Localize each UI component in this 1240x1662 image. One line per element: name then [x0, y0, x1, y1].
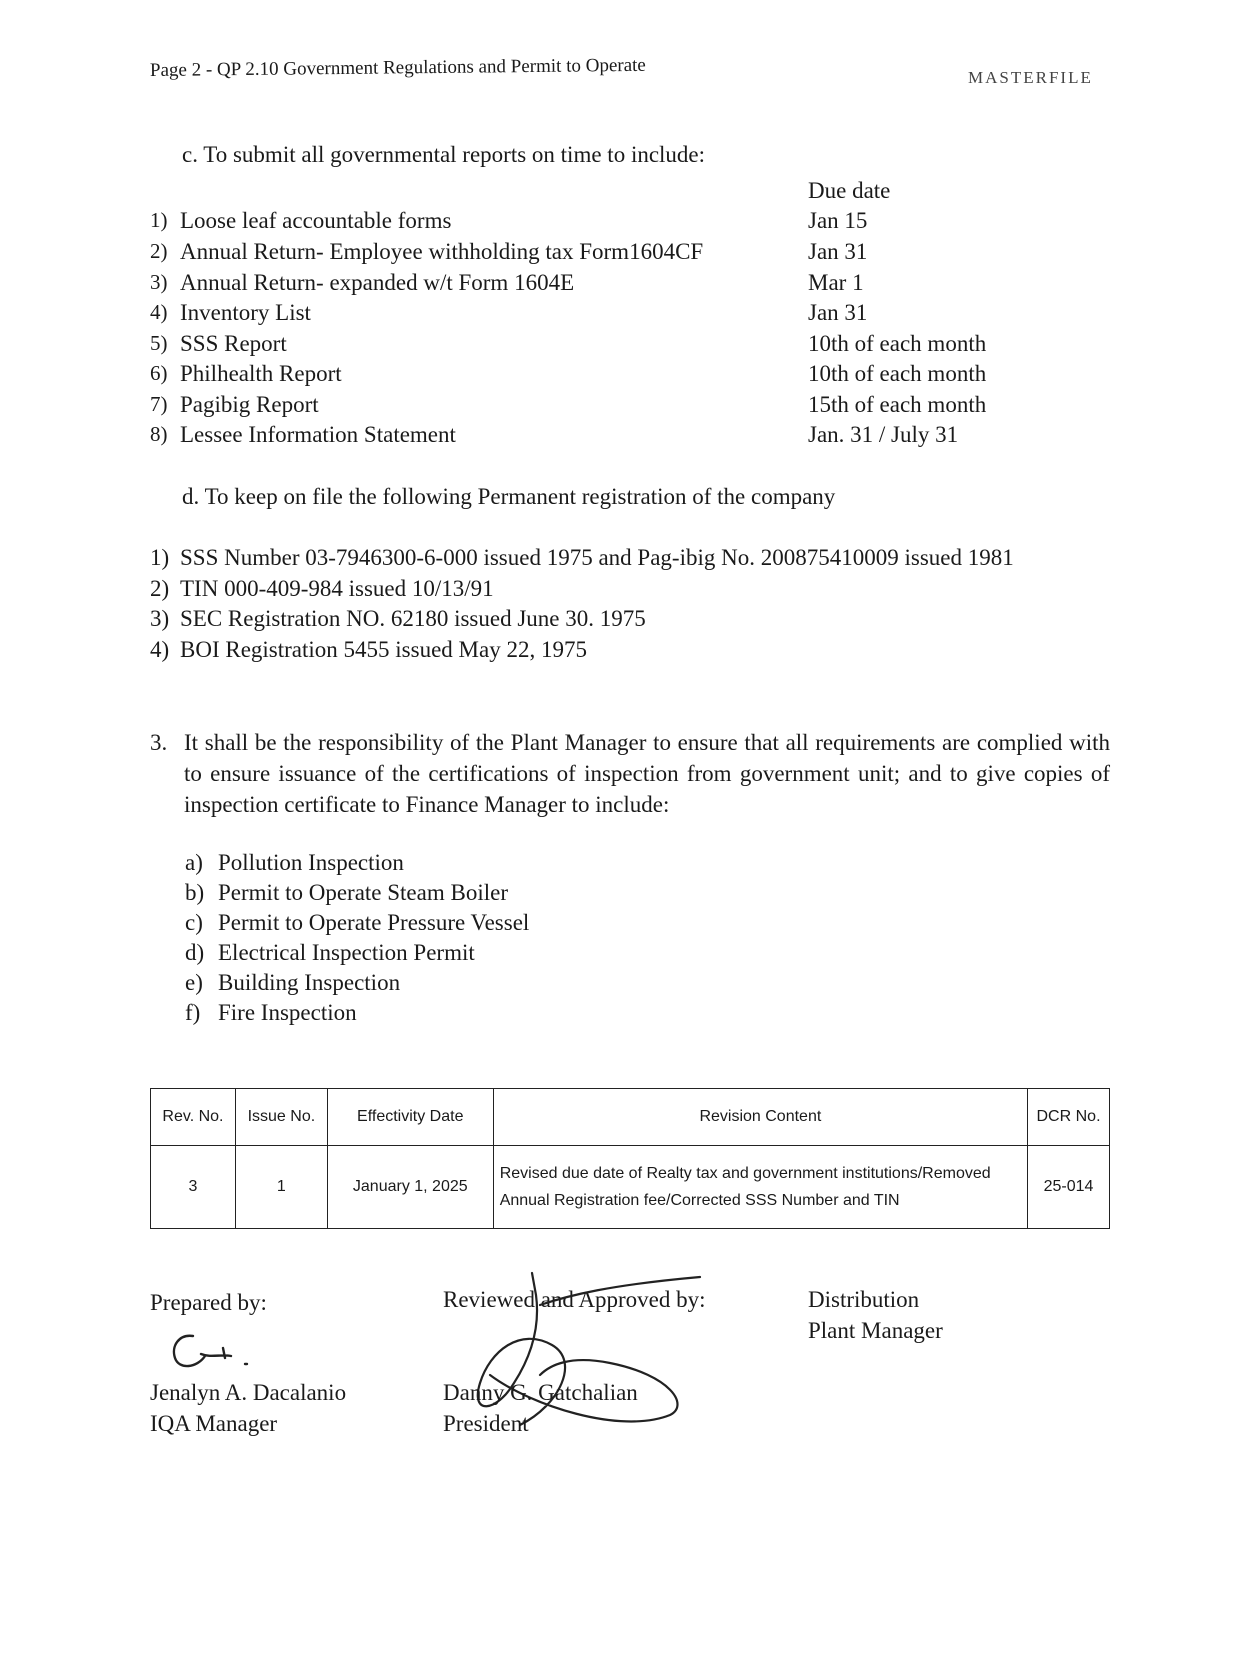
inspection-text: Permit to Operate Pressure Vessel	[218, 910, 530, 935]
registration-text: BOI Registration 5455 issued May 22, 1975	[180, 637, 587, 662]
report-due: 15th of each month	[808, 392, 987, 417]
report-number: 2)	[150, 239, 168, 263]
revision-table-header-row	[151, 1089, 1110, 1146]
report-name: Annual Return- expanded w/t Form 1604E	[180, 270, 575, 295]
report-item	[150, 208, 452, 233]
prepared-by-name: Jenalyn A. Dacalanio	[150, 1380, 347, 1405]
prepared-signature-icon	[165, 1328, 275, 1378]
issue-no-header: Issue No.	[235, 1089, 327, 1146]
document-header-title: Page 2 - QP 2.10 Government Regulations and Permit to Operate	[149, 54, 646, 81]
registration-text: SEC Registration NO. 62180 issued June 30. 1975	[180, 606, 646, 631]
report-due: Mar 1	[808, 270, 864, 295]
reviewed-by-label: Reviewed and Approved by:	[443, 1287, 706, 1312]
distribution-recipient: Plant Manager	[808, 1318, 943, 1343]
registration-number: 2)	[150, 576, 170, 601]
reviewed-by-name: Danny G. Gatchalian	[443, 1380, 638, 1405]
inspection-text: Permit to Operate Steam Boiler	[218, 880, 508, 905]
rev-no-cell: 3	[151, 1146, 236, 1229]
inspection-item	[185, 850, 404, 876]
report-number: 4)	[150, 300, 168, 324]
section-c-heading: c. To submit all governmental reports on time to include:	[182, 142, 706, 167]
registration-text: SSS Number 03-7946300-6-000 issued 1975 and Pag-ibig No. 200875410009 issued 1981	[180, 545, 1014, 570]
report-item	[150, 270, 575, 295]
registration-item	[150, 545, 1014, 571]
effectivity-date-cell: January 1, 2025	[327, 1146, 493, 1229]
report-name: Pagibig Report	[180, 392, 319, 417]
report-due: Jan 15	[808, 208, 868, 233]
distribution-label: Distribution	[808, 1287, 920, 1312]
report-name: Inventory List	[180, 300, 311, 325]
report-number: 1)	[150, 208, 168, 232]
registration-item	[150, 606, 646, 632]
report-item	[150, 361, 342, 386]
report-due: Jan 31	[808, 300, 868, 325]
report-number: 6)	[150, 361, 168, 385]
inspection-item	[185, 910, 530, 936]
registration-item	[150, 576, 494, 602]
revision-table	[150, 1088, 1110, 1229]
masterfile-stamp: MASTERFILE	[968, 68, 1093, 87]
inspection-item	[185, 970, 401, 996]
registration-number: 1)	[150, 545, 170, 570]
revision-content-cell: Revised due date of Realty tax and government institutions/Removed Annual Registration fee/Corrected SSS Number and TIN	[493, 1146, 1027, 1229]
registration-number: 3)	[150, 606, 170, 631]
report-number: 5)	[150, 331, 168, 355]
inspection-item	[185, 940, 475, 966]
inspection-letter: b)	[185, 880, 205, 905]
report-item	[150, 239, 704, 264]
inspection-text: Fire Inspection	[218, 1000, 357, 1025]
report-number: 3)	[150, 270, 168, 294]
inspection-item	[185, 880, 508, 906]
inspection-text: Building Inspection	[218, 970, 401, 995]
report-item	[150, 422, 456, 447]
report-due: 10th of each month	[808, 361, 987, 386]
inspection-text: Pollution Inspection	[218, 850, 404, 875]
prepared-by-title: IQA Manager	[150, 1411, 278, 1436]
report-item	[150, 300, 311, 325]
inspection-letter: f)	[185, 1000, 201, 1025]
inspection-item	[185, 1000, 357, 1026]
report-name: Loose leaf accountable forms	[180, 208, 452, 233]
item-3-text: It shall be the responsibility of the Plant Manager to ensure that all requirements are complied with to ensure issuance of the certifications of inspection from government unit; and to give copies of inspection certificate to Finance Manager to include:	[184, 730, 1110, 817]
report-item	[150, 331, 287, 356]
inspection-letter: d)	[185, 940, 205, 965]
inspection-letter: a)	[185, 850, 203, 875]
report-due: 10th of each month	[808, 331, 987, 356]
report-due: Jan 31	[808, 239, 868, 264]
report-name: Annual Return- Employee withholding tax Form1604CF	[180, 239, 704, 264]
prepared-by-label: Prepared by:	[150, 1290, 267, 1315]
rev-no-header: Rev. No.	[151, 1089, 236, 1146]
report-due: Jan. 31 / July 31	[808, 422, 959, 447]
item-3-number: 3.	[150, 730, 168, 755]
dcr-no-cell: 25-014	[1028, 1146, 1110, 1229]
report-number: 7)	[150, 392, 168, 416]
inspection-text: Electrical Inspection Permit	[218, 940, 475, 965]
effectivity-date-header: Effectivity Date	[327, 1089, 493, 1146]
inspection-letter: e)	[185, 970, 203, 995]
section-d-heading: d. To keep on file the following Permanent registration of the company	[182, 484, 836, 509]
registration-text: TIN 000-409-984 issued 10/13/91	[180, 576, 494, 601]
report-name: SSS Report	[180, 331, 287, 356]
registration-number: 4)	[150, 637, 170, 662]
due-date-column-label: Due date	[808, 178, 891, 203]
report-name: Lessee Information Statement	[180, 422, 456, 447]
dcr-no-header: DCR No.	[1028, 1089, 1110, 1146]
issue-no-cell: 1	[235, 1146, 327, 1229]
report-name: Philhealth Report	[180, 361, 342, 386]
table-row	[151, 1146, 1110, 1229]
revision-content-header: Revision Content	[493, 1089, 1027, 1146]
reviewed-by-title: President	[443, 1411, 529, 1436]
report-number: 8)	[150, 422, 168, 446]
report-item	[150, 392, 319, 417]
inspection-letter: c)	[185, 910, 203, 935]
registration-item	[150, 637, 587, 663]
